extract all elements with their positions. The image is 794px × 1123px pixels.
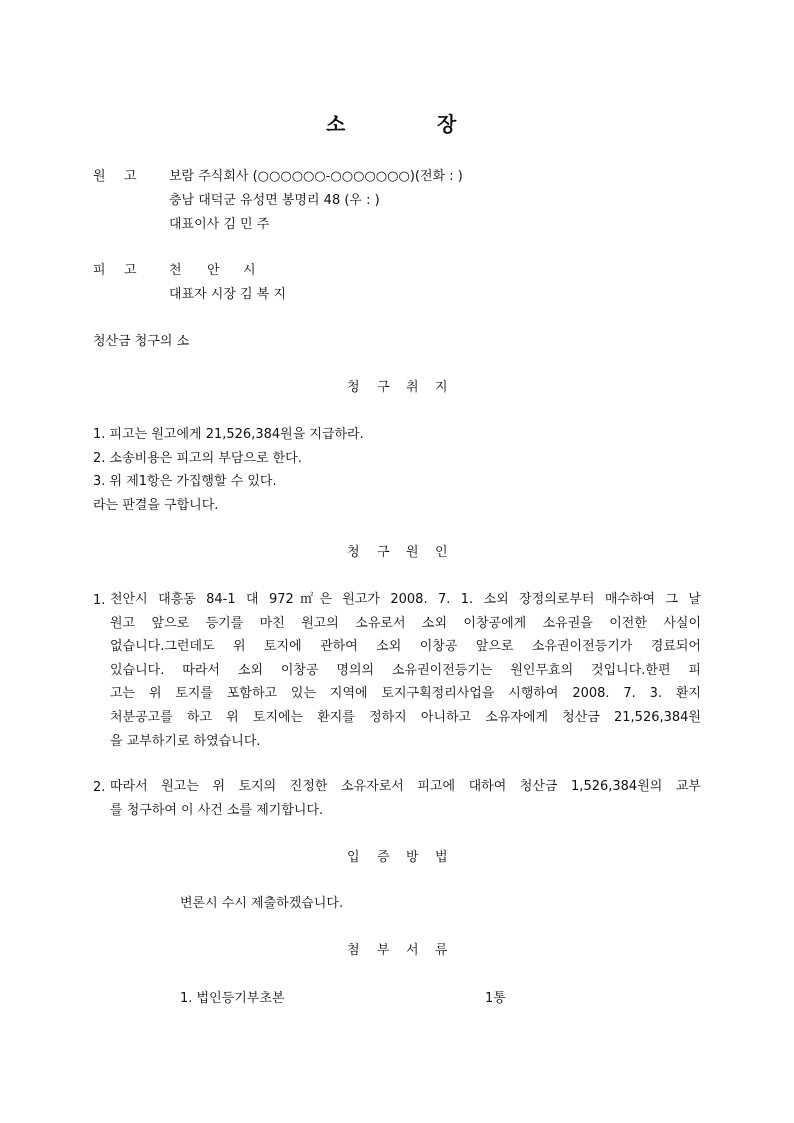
heading-char: 입: [347, 850, 360, 865]
heading-char: 구: [377, 545, 390, 560]
claim-closing: 라는 판결을 구합니다.: [93, 498, 219, 513]
plaintiff-label-1: 원: [93, 169, 106, 184]
claim-cause-paragraph-2: [93, 775, 701, 822]
plaintiff-address-line: 충남 대덕군 유성면 봉명리 48 (우 : ): [169, 193, 380, 208]
heading-char: 지: [435, 380, 448, 395]
title-char-jang: 장: [437, 112, 457, 136]
heading-char: 부: [377, 943, 390, 958]
plaintiff-name-line: 보람 주식회사 (○○○○○○-○○○○○○○)(전화 : ): [169, 169, 463, 184]
plaintiff-label-2: 고: [124, 169, 137, 184]
paragraph-line: 처분공고를 하고 위 토지에는 환지를 정하지 아니하고 소유자에게 청산금 21,526,384원: [110, 709, 701, 725]
paragraph-line: 없습니다.그런데도 위 토지에 관하여 소외 이창공 앞으로 소유권이전등기가 경료되어: [110, 639, 701, 655]
heading-char: 원: [406, 545, 419, 560]
paragraph-line: 따라서 원고는 위 토지의 진정한 소유자로서 피고에 대하여 청산금 1,526,384원의 교부: [110, 779, 701, 794]
heading-char: 류: [435, 943, 448, 958]
case-name: 청산금 청구의 소: [93, 334, 190, 349]
paragraph-line: 을 교부하기로 하였습니다.: [110, 733, 261, 749]
claim-item-1: 1. 피고는 원고에게 21,526,384원을 지급하라.: [93, 427, 364, 442]
defendant-representative-line: 대표자 시장 김 복 지: [169, 287, 286, 302]
heading-char: 청: [347, 380, 360, 395]
heading-char: 서: [406, 943, 419, 958]
defendant-label-2: 고: [124, 263, 137, 278]
claim-cause-paragraph-1: [93, 588, 701, 753]
claim-item-3: 3. 위 제1항은 가집행할 수 있다.: [93, 474, 277, 489]
paragraph-line: 고는 위 토지를 포함하고 있는 지역에 토지구획정리사업을 시행하여 2008. 7. 3. 환지: [110, 686, 701, 702]
defendant-label-1: 피: [93, 263, 106, 278]
attachment-item-name: 1. 법인등기부초본: [180, 991, 285, 1006]
paragraph-number: 1.: [93, 593, 106, 608]
heading-char: 방: [406, 850, 419, 865]
title-char-so: 소: [326, 112, 346, 136]
claim-item-2: 2. 소송비용은 피고의 부담으로 한다.: [93, 451, 302, 466]
heading-char: 증: [377, 850, 390, 865]
attachment-item-count: 1통: [485, 991, 506, 1006]
paragraph-line: 천안시 대흥동 84-1 대 972㎡은 원고가 2008. 7. 1. 소외 장정의로부터 매수하여 그 날: [110, 592, 701, 607]
paragraph-line: 를 청구하여 이 사건 소를 제기합니다.: [110, 802, 324, 818]
heading-char: 인: [435, 545, 448, 560]
defendant-name-char-1: 천: [169, 263, 182, 278]
plaintiff-representative-line: 대표이사 김 민 주: [169, 217, 270, 232]
heading-char: 구: [377, 380, 390, 395]
heading-char: 법: [435, 850, 448, 865]
paragraph-number: 2.: [93, 780, 106, 795]
paragraph-line: 원고 앞으로 등기를 마친 원고의 소유로서 소외 이창공에게 소유권을 이전한 사실이: [110, 615, 701, 631]
heading-char: 취: [406, 380, 419, 395]
paragraph-line: 있습니다. 따라서 소외 이창공 명의의 소유권이전등기는 원인무효의 것입니다.한편 피: [110, 662, 701, 678]
heading-char: 청: [347, 545, 360, 560]
defendant-name-char-3: 시: [243, 263, 256, 278]
evidence-text: 변론시 수시 제출하겠습니다.: [180, 896, 344, 911]
heading-char: 첨: [347, 943, 360, 958]
defendant-name-char-2: 안: [207, 263, 220, 278]
